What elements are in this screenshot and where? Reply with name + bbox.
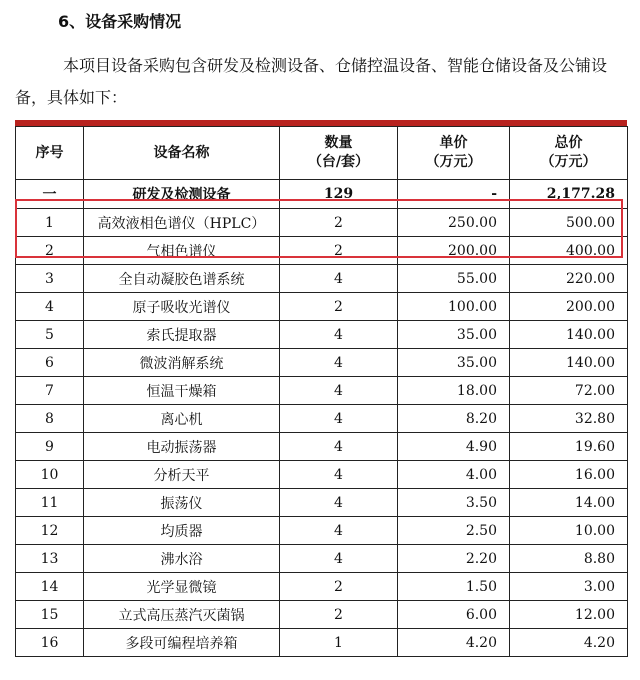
- table-row: [16, 405, 628, 433]
- cell-name: 全自动凝胶色谱系统: [84, 265, 280, 293]
- table-row: [16, 377, 628, 405]
- cell-no: 7: [16, 377, 84, 405]
- cell-total: 3.00: [510, 573, 628, 601]
- cell-name: 索氏提取器: [84, 321, 280, 349]
- cell-qty: 2: [280, 237, 398, 265]
- cell-name: 电动振荡器: [84, 433, 280, 461]
- cell-name: 高效液相色谱仪（HPLC）: [84, 209, 280, 237]
- summary-total: 2,177.28: [510, 180, 628, 209]
- cell-no: 15: [16, 601, 84, 629]
- cell-total: 14.00: [510, 489, 628, 517]
- table-row: [16, 265, 628, 293]
- cell-name: 原子吸收光谱仪: [84, 293, 280, 321]
- cell-price: 250.00: [398, 209, 510, 237]
- cell-total: 72.00: [510, 377, 628, 405]
- cell-no: 1: [16, 209, 84, 237]
- cell-total: 32.80: [510, 405, 628, 433]
- cell-name: 振荡仪: [84, 489, 280, 517]
- cell-no: 8: [16, 405, 84, 433]
- cell-name: 均质器: [84, 517, 280, 545]
- cell-price: 8.20: [398, 405, 510, 433]
- cell-name: 光学显微镜: [84, 573, 280, 601]
- cell-price: 55.00: [398, 265, 510, 293]
- cell-name: 多段可编程培养箱: [84, 629, 280, 657]
- cell-total: 140.00: [510, 321, 628, 349]
- header-name: 设备名称: [84, 127, 280, 180]
- cell-no: 13: [16, 545, 84, 573]
- cell-price: 2.20: [398, 545, 510, 573]
- header-total: 总价 （万元）: [510, 127, 628, 180]
- cell-price: 18.00: [398, 377, 510, 405]
- cell-name: 沸水浴: [84, 545, 280, 573]
- cell-qty: 2: [280, 573, 398, 601]
- header-qty: 数量 （台/套）: [280, 127, 398, 180]
- table-row: [16, 349, 628, 377]
- cell-total: 400.00: [510, 237, 628, 265]
- header-price: 单价 （万元）: [398, 127, 510, 180]
- cell-price: 100.00: [398, 293, 510, 321]
- cell-total: 4.20: [510, 629, 628, 657]
- table-row: [16, 545, 628, 573]
- cell-qty: 4: [280, 377, 398, 405]
- cell-no: 6: [16, 349, 84, 377]
- table-row: [16, 573, 628, 601]
- table-header-row: [16, 127, 628, 180]
- cell-qty: 4: [280, 517, 398, 545]
- cell-qty: 1: [280, 629, 398, 657]
- cell-price: 4.90: [398, 433, 510, 461]
- cell-price: 1.50: [398, 573, 510, 601]
- cell-no: 9: [16, 433, 84, 461]
- cell-price: 2.50: [398, 517, 510, 545]
- cell-no: 5: [16, 321, 84, 349]
- equipment-table: [15, 126, 628, 657]
- cell-no: 16: [16, 629, 84, 657]
- cell-qty: 4: [280, 433, 398, 461]
- cell-qty: 4: [280, 489, 398, 517]
- summary-name: 研发及检测设备: [84, 180, 280, 209]
- cell-qty: 2: [280, 293, 398, 321]
- cell-no: 2: [16, 237, 84, 265]
- table-row: [16, 293, 628, 321]
- cell-name: 微波消解系统: [84, 349, 280, 377]
- table-row: [16, 489, 628, 517]
- intro-paragraph: 本项目设备采购包含研发及检测设备、仓储控温设备、智能仓储设备及公铺设备，具体如下：: [15, 56, 608, 107]
- cell-name: 分析天平: [84, 461, 280, 489]
- table-row: [16, 209, 628, 237]
- cell-no: 11: [16, 489, 84, 517]
- cell-total: 10.00: [510, 517, 628, 545]
- cell-qty: 2: [280, 601, 398, 629]
- cell-price: 35.00: [398, 349, 510, 377]
- cell-no: 12: [16, 517, 84, 545]
- table-row: [16, 517, 628, 545]
- cell-total: 8.80: [510, 545, 628, 573]
- cell-no: 14: [16, 573, 84, 601]
- table-row: [16, 461, 628, 489]
- table-row: [16, 237, 628, 265]
- cell-qty: 4: [280, 545, 398, 573]
- cell-qty: 4: [280, 405, 398, 433]
- cell-price: 200.00: [398, 237, 510, 265]
- section-heading: 6、设备采购情况: [58, 12, 182, 31]
- summary-row: [16, 180, 628, 209]
- cell-name: 气相色谱仪: [84, 237, 280, 265]
- cell-name: 立式高压蒸汽灭菌锅: [84, 601, 280, 629]
- equipment-table-wrap: [15, 120, 627, 657]
- cell-total: 500.00: [510, 209, 628, 237]
- cell-no: 4: [16, 293, 84, 321]
- cell-total: 140.00: [510, 349, 628, 377]
- cell-no: 3: [16, 265, 84, 293]
- cell-total: 220.00: [510, 265, 628, 293]
- cell-total: 16.00: [510, 461, 628, 489]
- cell-qty: 4: [280, 349, 398, 377]
- cell-total: 12.00: [510, 601, 628, 629]
- cell-total: 200.00: [510, 293, 628, 321]
- table-row: [16, 321, 628, 349]
- cell-price: 4.20: [398, 629, 510, 657]
- cell-qty: 4: [280, 461, 398, 489]
- cell-qty: 4: [280, 265, 398, 293]
- table-row: [16, 601, 628, 629]
- cell-qty: 4: [280, 321, 398, 349]
- summary-price: -: [398, 180, 510, 209]
- table-row: [16, 629, 628, 657]
- table-row: [16, 433, 628, 461]
- summary-no: 一: [16, 180, 84, 209]
- cell-name: 离心机: [84, 405, 280, 433]
- cell-price: 3.50: [398, 489, 510, 517]
- cell-qty: 2: [280, 209, 398, 237]
- cell-no: 10: [16, 461, 84, 489]
- cell-price: 6.00: [398, 601, 510, 629]
- header-no: 序号: [16, 127, 84, 180]
- cell-name: 恒温干燥箱: [84, 377, 280, 405]
- cell-total: 19.60: [510, 433, 628, 461]
- summary-qty: 129: [280, 180, 398, 209]
- cell-price: 4.00: [398, 461, 510, 489]
- cell-price: 35.00: [398, 321, 510, 349]
